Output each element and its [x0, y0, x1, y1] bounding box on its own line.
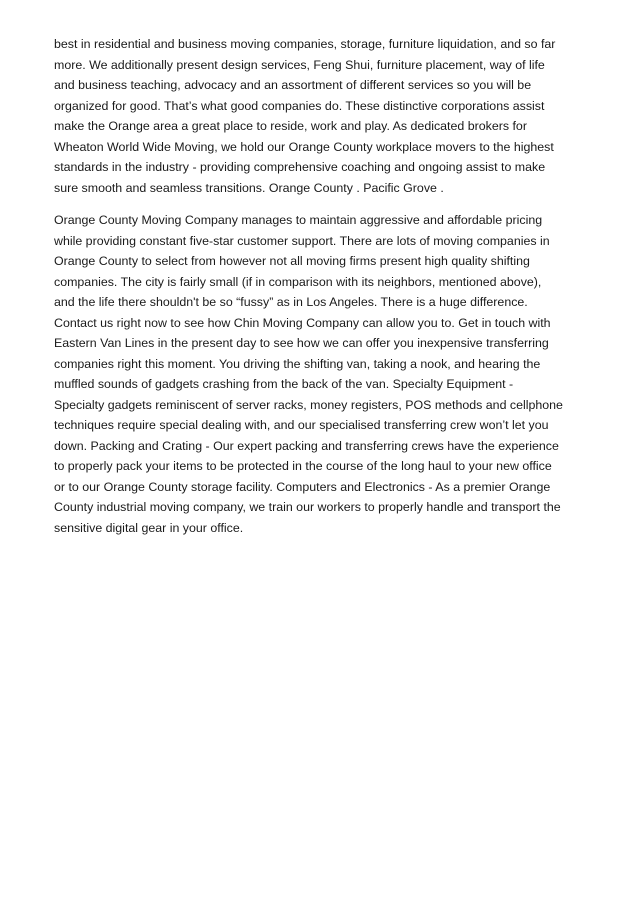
text-line: Eastern Van Lines in the present day to see how we can offer you inexpensive transferring [54, 336, 549, 350]
text-line: Specialty gadgets reminiscent of server racks, money registers, POS methods and cellphone [54, 397, 563, 412]
paragraph-1 [54, 34, 586, 198]
text-line: or to our Orange County storage facility. Computers and Electronics - As a premier Orange [54, 479, 551, 494]
text-line: make the Orange area a great place to reside, work and play. As dedicated brokers for [54, 119, 527, 133]
text-line: Wheaton World Wide Moving, we hold our Orange County workplace movers to the highest [54, 139, 554, 154]
text-line: best in residential and business moving companies, storage, furniture liquidation, and so far [54, 37, 556, 51]
document-body [54, 34, 586, 538]
text-line: Orange County Moving Company manages to maintain aggressive and affordable pricing [54, 213, 543, 227]
text-line: sensitive digital gear in your office. [54, 520, 244, 535]
text-line: organized for good. That’s what good companies do. These distinctive corporations assist [54, 98, 545, 113]
text-line: and the life there shouldn't be so “fussy” as in Los Angeles. There is a huge difference. [54, 295, 528, 309]
text-line: companies right this moment. You driving the shifting van, taking a nook, and hearing the [54, 356, 541, 371]
paragraph-2 [54, 210, 586, 538]
text-line: while providing constant five-star customer support. There are lots of moving companies in [54, 233, 550, 248]
text-line: standards in the industry - providing comprehensive coaching and ongoing assist to make [54, 160, 546, 174]
text-line: Contact us right now to see how Chin Moving Company can allow you to. Get in touch with [54, 315, 551, 330]
text-line: muffled sounds of gadgets crashing from the back of the van. Specialty Equipment - [54, 377, 514, 391]
text-line: down. Packing and Crating - Our expert packing and transferring crews have the experience [54, 438, 559, 453]
paragraph-spacer [54, 198, 586, 210]
text-line: County industrial moving company, we train our workers to properly handle and transport the [54, 500, 561, 514]
text-line: more. We additionally present design services, Feng Shui, furniture placement, way of life [54, 57, 545, 72]
text-line: techniques require special dealing with, and our specialised transferring crew won’t let you [54, 418, 549, 432]
text-line: to properly pack your items to be protected in the course of the long haul to your new office [54, 459, 552, 473]
text-line: companies. The city is fairly small (if in comparison with its neighbors, mentioned above), [54, 274, 542, 289]
text-line: and business teaching, advocacy and an assortment of different services so you will be [54, 78, 532, 92]
text-line: Orange County to select from however not all moving firms present high quality shifting [54, 254, 530, 268]
text-line: sure smooth and seamless transitions. Orange County . Pacific Grove . [54, 180, 444, 195]
